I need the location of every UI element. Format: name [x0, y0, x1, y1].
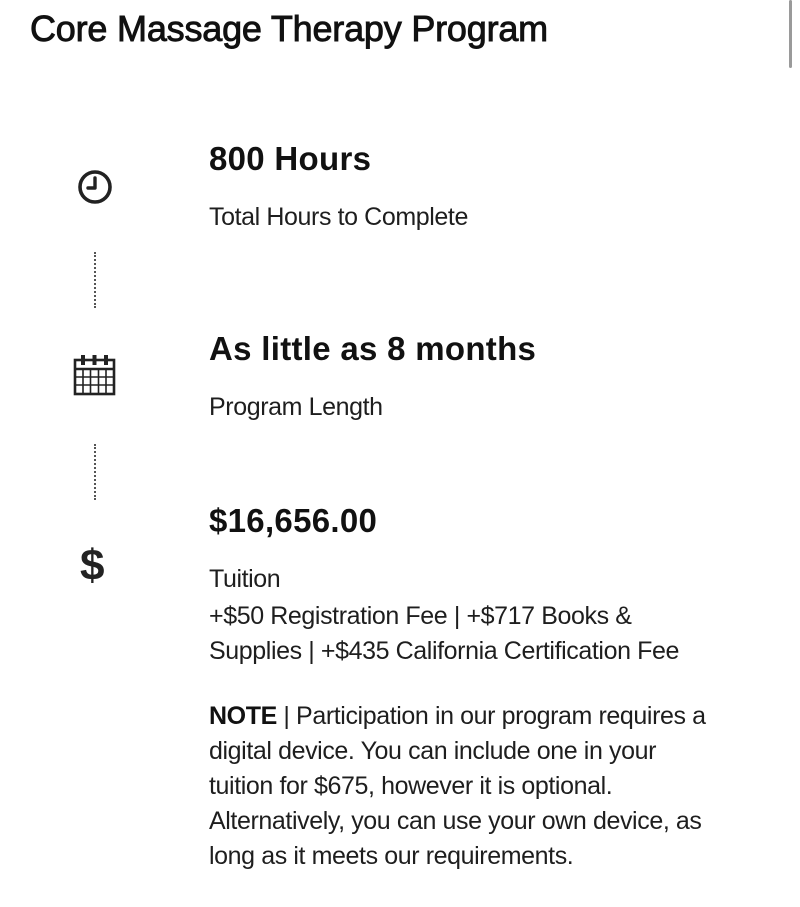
- timeline-connector: [94, 252, 96, 308]
- length-label: Program Length: [209, 393, 383, 421]
- page-title: Core Massage Therapy Program: [30, 8, 548, 49]
- hours-value: 800 Hours: [209, 140, 372, 177]
- clock-icon: [76, 168, 114, 206]
- tuition-value: $16,656.00: [209, 502, 378, 539]
- note-line: Alternatively, you can use your own device, as: [209, 807, 702, 835]
- note-line: tuition for $675, however it is optional.: [209, 772, 613, 800]
- tuition-label: Tuition: [209, 565, 281, 593]
- fees-text: [209, 599, 779, 669]
- note-paragraph: [209, 699, 789, 874]
- length-value: As little as 8 months: [209, 330, 537, 367]
- fee-line: +$50 Registration Fee | +$717 Books &: [209, 602, 632, 630]
- note-label: NOTE: [209, 702, 277, 730]
- dollar-icon: $: [80, 541, 105, 590]
- note-text: | Participation in our program requires a: [276, 702, 706, 730]
- fee-line: Supplies | +$435 California Certification Fee: [209, 637, 680, 665]
- hours-label: Total Hours to Complete: [209, 203, 468, 231]
- timeline-connector: [94, 444, 96, 500]
- note-line: long as it meets our requirements.: [209, 842, 574, 870]
- note-line: digital device. You can include one in your: [209, 737, 657, 765]
- note-line: [209, 699, 789, 734]
- calendar-icon: [72, 352, 117, 397]
- scrollbar-thumb[interactable]: [789, 0, 792, 68]
